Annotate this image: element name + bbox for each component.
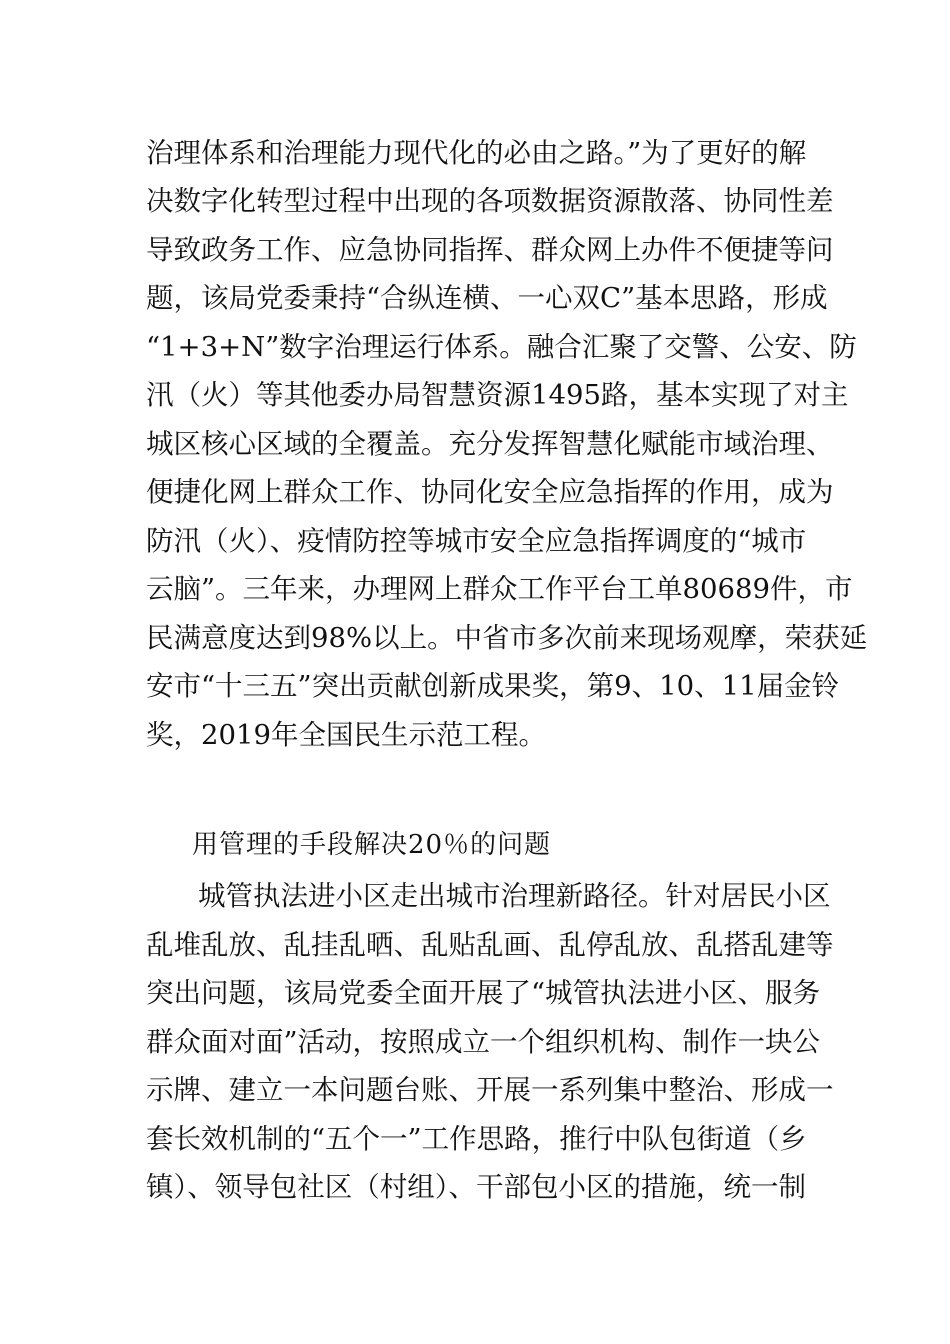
paragraph-1-line-11: 民满意度达到98%以上。中省市多次前来现场观摩，荣获延 <box>146 622 868 654</box>
paragraph-2-line-2: 乱堆乱放、乱挂乱晒、乱贴乱画、乱停乱放、乱搭乱建等 <box>146 929 834 961</box>
paragraph-1-line-3: 导致政务工作、应急协同指挥、群众网上办件不便捷等问 <box>146 234 834 266</box>
paragraph-2-line-5: 示牌、建立一本问题台账、开展一系列集中整治、形成一 <box>146 1074 834 1106</box>
paragraph-1-line-8: 便捷化网上群众工作、协同化安全应急指挥的作用，成为 <box>146 476 834 508</box>
paragraph-1-line-13: 奖，2019年全国民生示范工程。 <box>146 719 546 751</box>
paragraph-2-line-6: 套长效机制的“五个一”工作思路，推行中队包街道（乡 <box>146 1123 807 1155</box>
paragraph-1-line-4: 题，该局党委秉持“合纵连横、一心双C”基本思路，形成 <box>146 282 828 314</box>
paragraph-1-line-7: 城区核心区域的全覆盖。充分发挥智慧化赋能市域治理、 <box>146 428 834 460</box>
paragraph-2-line-1: 城管执法进小区走出城市治理新路径。针对居民小区 <box>198 880 831 912</box>
paragraph-1-line-12: 安市“十三五”突出贡献创新成果奖，第9、10、11届金铃 <box>146 670 840 702</box>
paragraph-1-line-5: “1+3+N”数字治理运行体系。融合汇聚了交警、公安、防 <box>146 331 857 363</box>
paragraph-1-line-9: 防汛（火）、疫情防控等城市安全应急指挥调度的“城市 <box>146 525 807 557</box>
paragraph-1-line-10: 云脑”。三年来，办理网上群众工作平台工单80689件，市 <box>146 573 853 605</box>
paragraph-1-line-2: 决数字化转型过程中出现的各项数据资源散落、协同性差 <box>146 185 834 217</box>
paragraph-1-line-1: 治理体系和治理能力现代化的必由之路。”为了更好的解 <box>146 137 807 169</box>
paragraph-1-line-6: 汛（火）等其他委办局智慧资源1495路，基本实现了对主 <box>146 379 849 411</box>
paragraph-2-line-7: 镇）、领导包社区（村组）、干部包小区的措施，统一制 <box>146 1171 806 1203</box>
paragraph-2-line-3: 突出问题，该局党委全面开展了“城管执法进小区、服务 <box>146 977 821 1009</box>
section-heading: 用管理的手段解决20％的问题 <box>192 830 552 860</box>
paragraph-2-line-4: 群众面对面”活动，按照成立一个组织机构、制作一块公 <box>146 1026 821 1058</box>
